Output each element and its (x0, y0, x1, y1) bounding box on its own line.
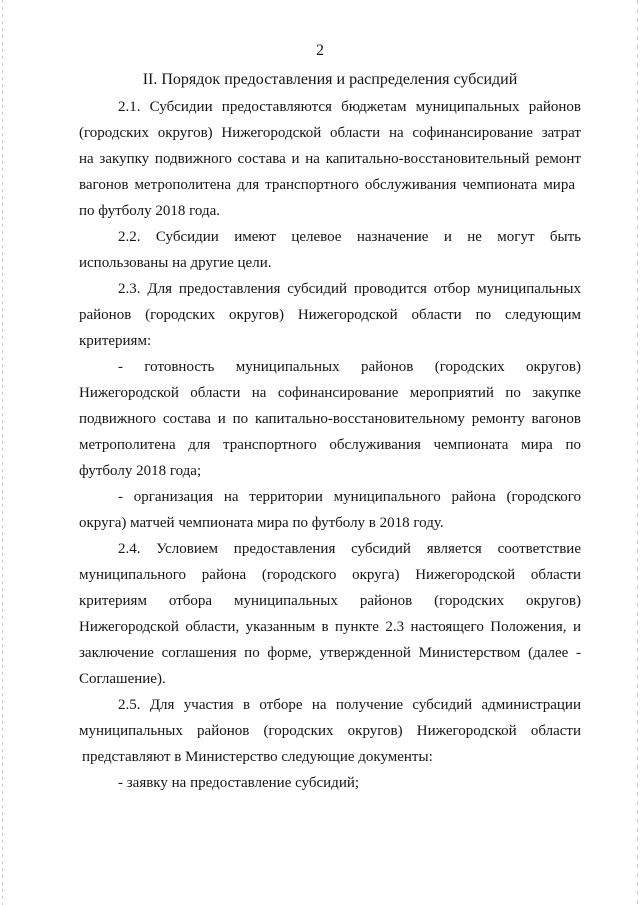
criterion-1-line-2: Нижегородской области на софинансирование мероприятий по закупке (79, 385, 581, 401)
paragraph-2-5-line-1: 2.5. Для участия в отборе на получение субсидий администрации (118, 697, 581, 713)
criterion-1-line-3: подвижного состава и по капитально-восстановительному ремонту вагонов (79, 411, 581, 427)
paragraph-2-4-line-6: Соглашение). (79, 671, 166, 687)
paragraph-2-2-line-1: 2.2. Субсидии имеют целевое назначение и не могут быть (118, 229, 581, 245)
paragraph-2-1-line-3: на закупку подвижного состава и на капитально-восстановительный ремонт (79, 151, 581, 167)
paragraph-2-4-line-1: 2.4. Условием предоставления субсидий является соответствие (118, 541, 581, 557)
scan-edge-left (2, 0, 3, 905)
paragraph-2-4-line-3: критериям отбора муниципальных районов (городских округов) (79, 593, 581, 609)
paragraph-2-2-line-2: использованы на другие цели. (79, 255, 272, 271)
page-number: 2 (316, 42, 324, 59)
scan-edge-right (637, 0, 638, 905)
paragraph-2-5-line-2: муниципальных районов (городских округов) Нижегородской области (79, 723, 581, 739)
document-list-item: - заявку на предоставление субсидий; (118, 775, 360, 791)
paragraph-2-4-line-2: муниципального района (городского округа) Нижегородской области (79, 567, 581, 583)
paragraph-2-4-line-4: Нижегородской области, указанным в пункте 2.3 настоящего Положения, и (79, 619, 581, 635)
criterion-1-line-5: футболу 2018 года; (79, 463, 202, 479)
paragraph-2-1-line-1: 2.1. Субсидии предоставляются бюджетам муниципальных районов (118, 99, 581, 115)
section-heading: II. Порядок предоставления и распределения субсидий (142, 71, 518, 88)
paragraph-2-3-line-3: критериям: (79, 333, 152, 349)
criterion-2-line-2: округа) матчей чемпионата мира по футболу в 2018 году. (79, 515, 444, 531)
paragraph-2-3-line-1: 2.3. Для предоставления субсидий проводится отбор муниципальных (118, 281, 581, 297)
paragraph-2-1-line-5: по футболу 2018 года. (79, 203, 220, 219)
criterion-2-line-1: - организация на территории муниципального района (городского (118, 489, 581, 505)
paragraph-2-1-line-4: вагонов метрополитена для транспортного обслуживания чемпионата мира (79, 177, 575, 193)
criterion-1-line-4: метрополитена для транспортного обслуживания чемпионата мира по (79, 437, 581, 453)
paragraph-2-4-line-5: заключение соглашения по форме, утвержденной Министерством (далее - (79, 645, 581, 661)
paragraph-2-1-line-2: (городских округов) Нижегородской области на софинансирование затрат (79, 125, 581, 141)
paragraph-2-5-line-3: представляют в Министерство следующие документы: (82, 749, 433, 765)
criterion-1-line-1: - готовность муниципальных районов (городских округов) (118, 359, 581, 375)
paragraph-2-3-line-2: районов (городских округов) Нижегородской области по следующим (79, 307, 581, 323)
